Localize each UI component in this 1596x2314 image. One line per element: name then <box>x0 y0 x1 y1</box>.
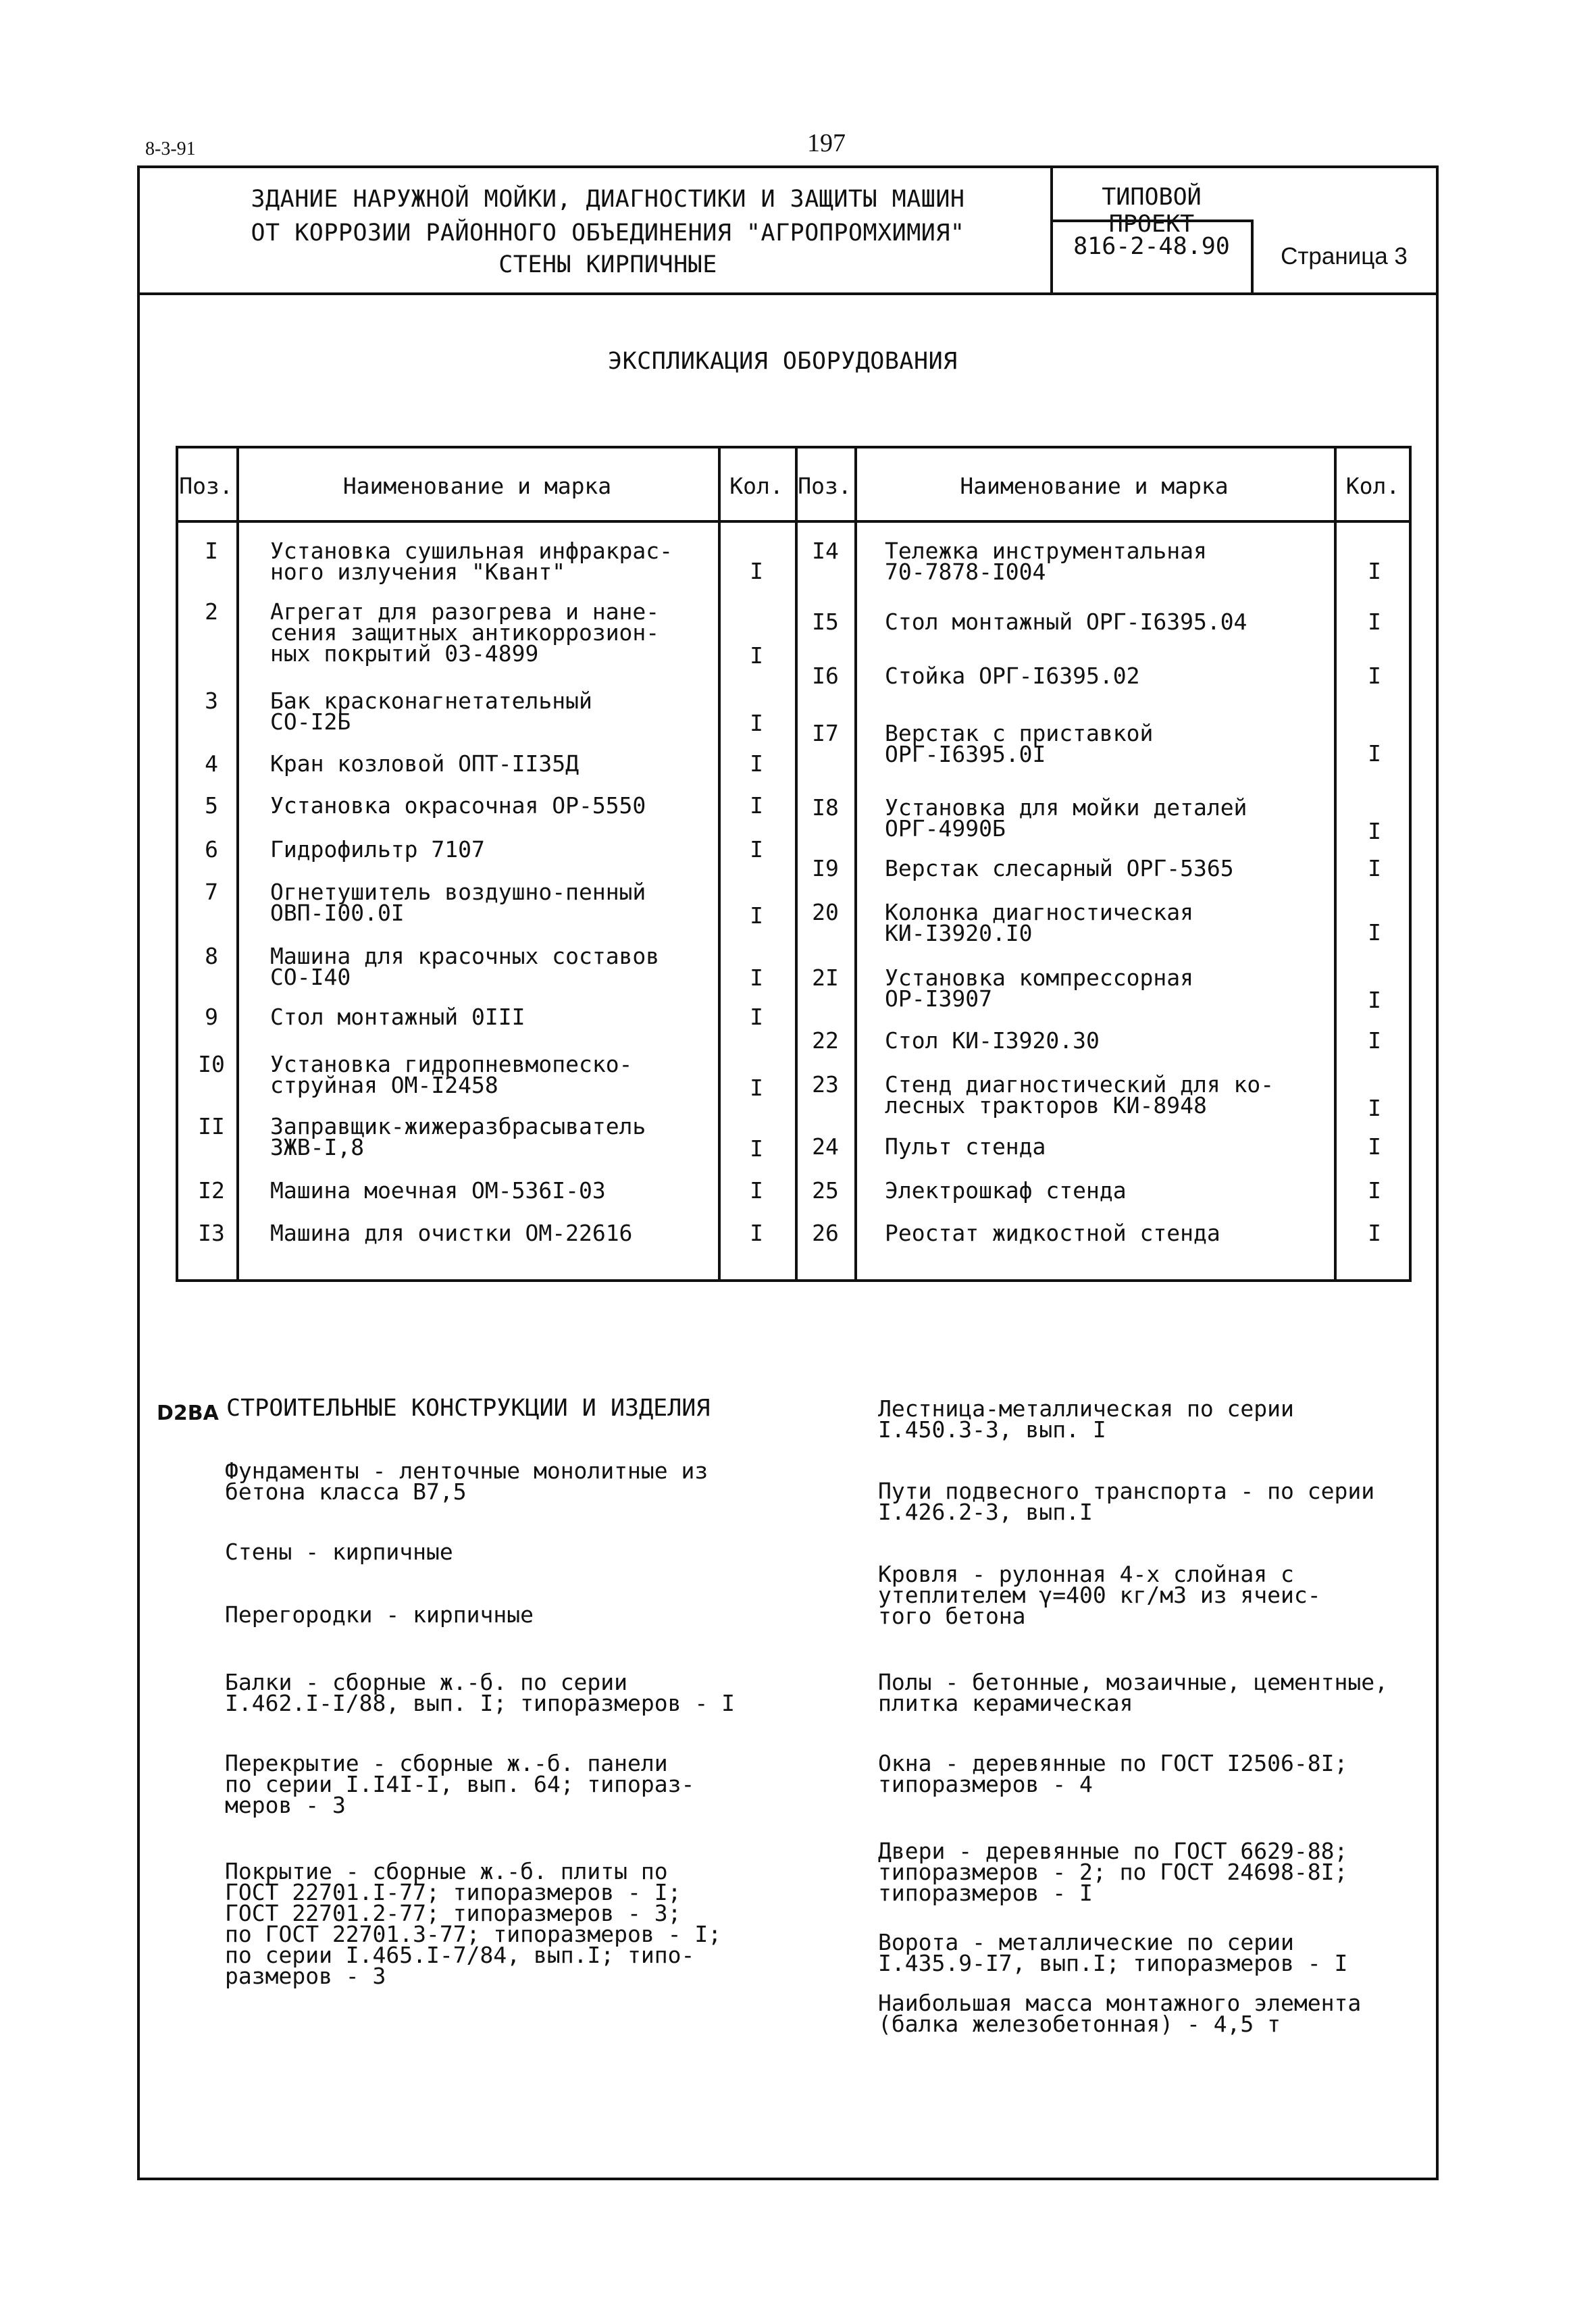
row-name: Электрошкаф стенда <box>885 1177 1127 1204</box>
row-quantity: I <box>750 1177 763 1204</box>
table-header-qty: Кол. <box>729 473 783 499</box>
row-position: I6 <box>812 663 839 689</box>
table-header-pos: Поз. <box>179 473 233 499</box>
table-header-pos: Поз. <box>798 473 852 499</box>
row-name: Гидрофильтр 7107 <box>270 836 485 863</box>
section-code: D2BA <box>157 1402 219 1425</box>
row-name: Стол КИ-I3920.30 <box>885 1027 1100 1054</box>
row-position: 4 <box>205 750 218 777</box>
construction-item: Фундаменты - ленточные монолитные из бетона класса В7,5 <box>225 1458 709 1505</box>
row-name: Стол монтажный 0III <box>270 1004 525 1030</box>
table-header-divider <box>176 520 1412 523</box>
row-position: I5 <box>812 609 839 635</box>
row-quantity: I <box>1368 1095 1381 1121</box>
row-name: Верстак слесарный ОРГ-5365 <box>885 855 1234 881</box>
construction-item: Покрытие - сборные ж.-б. плиты по ГОСТ 22701.I-77; типоразмеров - I; ГОСТ 22701.2-77; типоразмеров - 3; по ГОСТ 22701.3-77; типоразмеров - I; по серии I.465.I-7/84, вып.I; типо- размеров - 3 <box>225 1858 722 1989</box>
row-quantity: I <box>750 1075 763 1101</box>
table-column-divider <box>795 446 798 1282</box>
construction-item: Перегородки - кирпичные <box>225 1601 534 1628</box>
construction-item: Ворота - металлические по серии I.435.9-I7, вып.I; типоразмеров - I <box>878 1929 1348 1976</box>
document-title-line: ЗДАНИЕ НАРУЖНОЙ МОЙКИ, ДИАГНОСТИКИ И ЗАЩИТЫ МАШИН <box>251 186 965 213</box>
row-position: 3 <box>205 688 218 714</box>
construction-item: Стены - кирпичные <box>225 1539 453 1565</box>
row-position: I0 <box>198 1051 225 1077</box>
row-quantity: I <box>1368 740 1381 767</box>
row-name: Колонка диагностическая КИ-I3920.I0 <box>885 899 1193 946</box>
title-block-divider <box>137 292 1439 295</box>
row-position: 7 <box>205 879 218 905</box>
construction-item: Наибольшая масса монтажного элемента (балка железобетонная) - 4,5 т <box>878 1990 1362 2037</box>
table-column-divider <box>1334 446 1337 1282</box>
row-position: I3 <box>198 1220 225 1246</box>
construction-item: Балки - сборные ж.-б. по серии I.462.I-I/88, вып. I; типоразмеров - I <box>225 1669 735 1716</box>
row-name: Огнетушитель воздушно-пенный ОВП-I00.0I <box>270 879 646 926</box>
table-column-divider <box>854 446 857 1282</box>
row-quantity: I <box>1368 1220 1381 1246</box>
row-position: 9 <box>205 1004 218 1030</box>
sheet-code: 8-3-91 <box>145 138 196 159</box>
row-position: I9 <box>812 855 839 881</box>
project-code: 816-2-48.90 <box>1073 233 1230 260</box>
title-block-divider <box>1050 165 1053 294</box>
row-position: 24 <box>812 1133 839 1160</box>
row-name: Установка компрессорная ОР-I3907 <box>885 965 1193 1012</box>
row-position: 5 <box>205 792 218 819</box>
row-name: Установка сушильная инфракрас- ного излучения "Квант" <box>270 538 673 585</box>
document-title-line: СТЕНЫ КИРПИЧНЫЕ <box>498 251 717 278</box>
constructions-title: СТРОИТЕЛЬНЫЕ КОНСТРУКЦИИ И ИЗДЕЛИЯ <box>226 1395 711 1422</box>
row-quantity: I <box>750 836 763 863</box>
construction-item: Пути подвесного транспорта - по серии I.426.2-3, вып.I <box>878 1478 1375 1525</box>
row-name: Агрегат для разогрева и нане- сения защитных антикоррозион- ных покрытий 03-4899 <box>270 598 660 667</box>
construction-item: Двери - деревянные по ГОСТ 6629-88; типоразмеров - 2; по ГОСТ 24698-8I; типоразмеров - I <box>878 1838 1348 1906</box>
row-position: 6 <box>205 836 218 863</box>
row-quantity: I <box>750 750 763 777</box>
construction-item: Полы - бетонные, мозаичные, цементные, плитка керамическая <box>878 1669 1388 1716</box>
row-name: Верстак с приставкой ОРГ-I6395.0I <box>885 720 1154 767</box>
row-quantity: I <box>1368 558 1381 584</box>
title-block-divider <box>1251 220 1254 294</box>
row-position: 20 <box>812 899 839 925</box>
row-quantity: I <box>1368 663 1381 689</box>
row-quantity: I <box>1368 1177 1381 1204</box>
construction-item: Лестница-металлическая по серии I.450.3-3, вып. I <box>878 1395 1294 1443</box>
row-name: Тележка инструментальная 70-7878-I004 <box>885 538 1207 585</box>
row-name: Установка для мойки деталей ОРГ-4990Б <box>885 794 1247 842</box>
row-name: Пульт стенда <box>885 1133 1046 1160</box>
row-position: I4 <box>812 538 839 564</box>
row-name: Установка окрасочная ОР-5550 <box>270 792 646 819</box>
row-position: 26 <box>812 1220 839 1246</box>
row-quantity: I <box>1368 987 1381 1013</box>
row-name: Заправщик-жижеразбрасыватель ЗЖВ-I,8 <box>270 1113 646 1160</box>
row-name: Машина для красочных составов СО-I40 <box>270 943 660 990</box>
row-name: Машина для очистки ОМ-22616 <box>270 1220 633 1246</box>
row-name: Стенд диагностический для ко- лесных тракторов КИ-8948 <box>885 1071 1275 1119</box>
row-quantity: I <box>750 902 763 929</box>
row-position: I7 <box>812 720 839 746</box>
row-position: I8 <box>812 794 839 821</box>
section-title: ЭКСПЛИКАЦИЯ ОБОРУДОВАНИЯ <box>608 348 958 375</box>
row-quantity: I <box>750 710 763 736</box>
row-quantity: I <box>750 1135 763 1162</box>
row-name: Установка гидропневмопеско- струйная ОМ-I2458 <box>270 1051 633 1098</box>
row-quantity: I <box>1368 1027 1381 1054</box>
row-position: II <box>198 1113 225 1139</box>
row-quantity: I <box>1368 818 1381 844</box>
table-column-divider <box>718 446 721 1282</box>
row-name: Машина моечная ОМ-536I-03 <box>270 1177 606 1204</box>
row-position: 2I <box>812 965 839 991</box>
row-quantity: I <box>750 642 763 669</box>
row-position: 25 <box>812 1177 839 1204</box>
row-quantity: I <box>1368 919 1381 946</box>
table-header-name: Наименование и марка <box>960 473 1229 499</box>
row-position: I2 <box>198 1177 225 1204</box>
row-quantity: I <box>1368 1133 1381 1160</box>
construction-item: Кровля - рулонная 4-х слойная с утеплителем γ=400 кг/м3 из ячеис- того бетона <box>878 1561 1321 1629</box>
row-quantity: I <box>750 792 763 819</box>
row-quantity: I <box>750 965 763 991</box>
document-title-line: ОТ КОРРОЗИИ РАЙОННОГО ОБЪЕДИНЕНИЯ "АГРОПРОМХИМИЯ" <box>251 220 965 247</box>
row-name: Стол монтажный ОРГ-I6395.04 <box>885 609 1247 635</box>
construction-item: Окна - деревянные по ГОСТ I2506-8I; типоразмеров - 4 <box>878 1750 1348 1797</box>
row-position: 8 <box>205 943 218 969</box>
row-name: Реостат жидкостной стенда <box>885 1220 1220 1246</box>
row-position: 2 <box>205 598 218 625</box>
table-header-qty: Кол. <box>1345 473 1400 499</box>
row-position: 23 <box>812 1071 839 1098</box>
table-header-name: Наименование и марка <box>342 473 612 499</box>
table-column-divider <box>236 446 239 1282</box>
row-name: Кран козловой ОПТ-II35Д <box>270 750 579 777</box>
row-quantity: I <box>1368 609 1381 635</box>
page-label: Страница 3 <box>1281 243 1408 269</box>
row-quantity: I <box>750 1220 763 1246</box>
row-name: Бак красконагнетательный СО-I2Б <box>270 688 592 735</box>
row-quantity: I <box>750 1004 763 1030</box>
row-quantity: I <box>750 558 763 584</box>
construction-item: Перекрытие - сборные ж.-б. панели по серии I.I4I-I, вып. 64; типораз- меров - 3 <box>225 1750 695 1818</box>
row-name: Стойка ОРГ-I6395.02 <box>885 663 1140 689</box>
row-quantity: I <box>1368 855 1381 881</box>
row-position: 22 <box>812 1027 839 1054</box>
row-position: I <box>205 538 218 564</box>
project-label: ТИПОВОЙ ПРОЕКТ <box>1102 184 1202 238</box>
page-number: 197 <box>807 129 846 157</box>
